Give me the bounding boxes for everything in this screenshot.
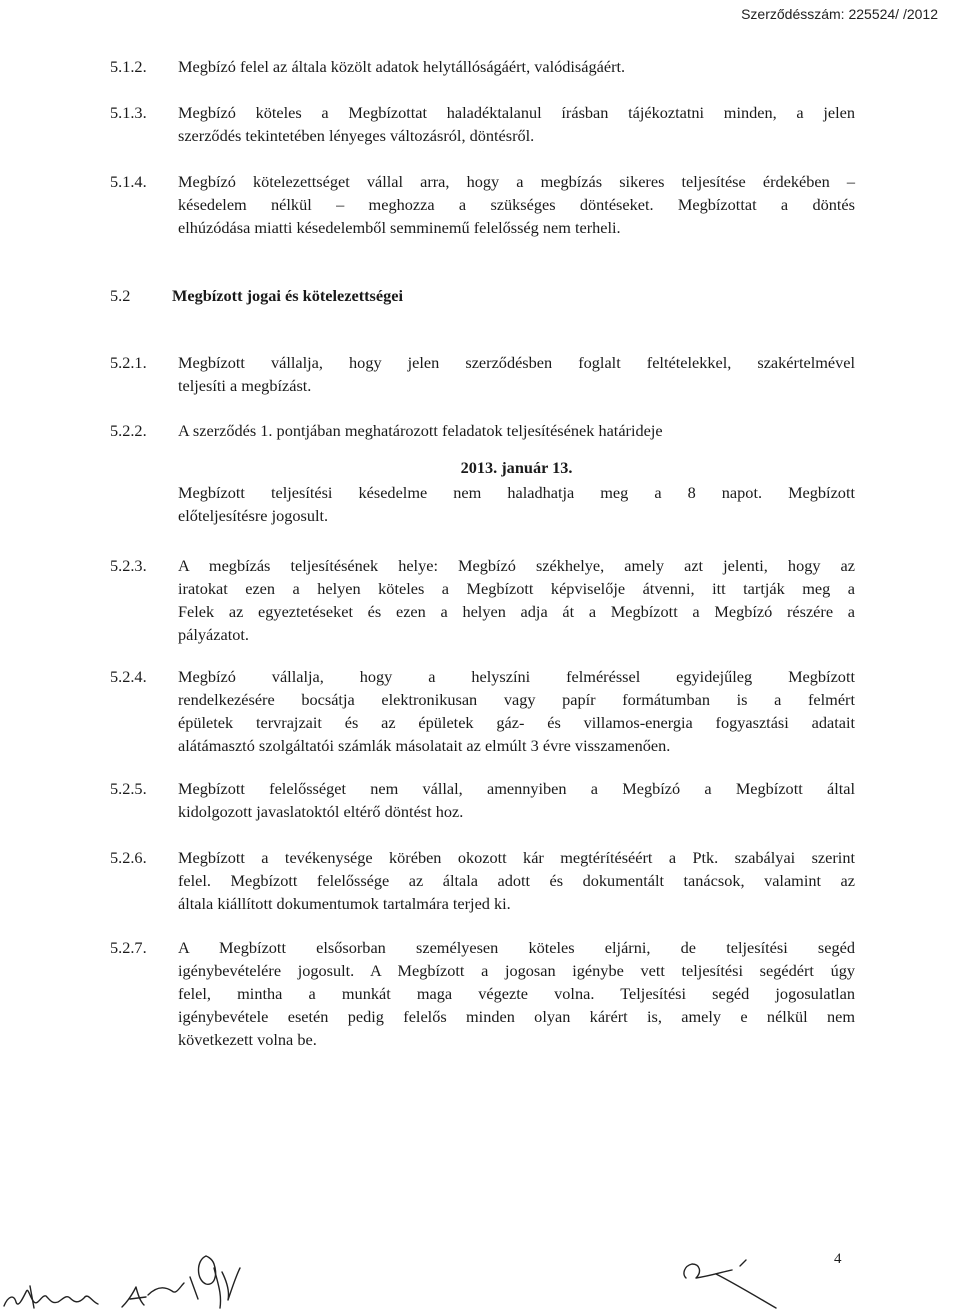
clause-text: épületek tervrajzait és az épületek gáz- és villamos-energia fogyasztási adatait — [178, 713, 855, 732]
clause-5-2-7 — [110, 936, 855, 1051]
page-number: 4 — [834, 1251, 842, 1267]
clause-text: általa kiállított dokumentumok tartalmára terjed ki. — [178, 894, 511, 913]
signature-initials-2 — [118, 1273, 202, 1311]
clause-text: felel. Megbízott felelőssége az általa adott és dokumentált tanácsok, valamint az — [178, 871, 855, 890]
clause-text: kidolgozott javaslatoktól eltérő döntést hoz. — [178, 802, 464, 821]
clause-5-2-2 — [110, 419, 855, 527]
clause-text: előteljesítésre jogosult. — [178, 506, 329, 525]
clause-number: 5.2.3. — [110, 556, 147, 575]
clause-text: Megbízott felelősséget nem vállal, amennyiben a Megbízó a Megbízott által — [178, 779, 855, 798]
signature-initials-4 — [676, 1248, 796, 1311]
clause-text: A szerződés 1. pontjában meghatározott feladatok teljesítésének határideje — [178, 421, 663, 440]
clause-5-2-1 — [110, 351, 855, 397]
clause-text: A megbízás teljesítésének helye: Megbízó székhelye, amely azt jelenti, hogy az — [178, 556, 855, 575]
clause-text: Megbízott teljesítési késedelme nem haladhatja meg a 8 napot. Megbízott — [178, 483, 855, 502]
clause-text: teljesíti a megbízást. — [178, 376, 312, 395]
clause-5-2-4 — [110, 665, 855, 757]
clause-text: alátámasztó szolgáltatói számlák másolatait az elmúlt 3 évre visszamenően. — [178, 736, 671, 755]
clause-5-1-2 — [110, 55, 855, 78]
deadline-date: 2013. január 13. — [460, 458, 573, 477]
clause-text: igénybevétele esetén pedig felelős minden olyan kárért is, amely e nélkül nem — [178, 1007, 855, 1026]
clause-text: Megbízó kötelezettséget vállal arra, hogy a megbízás sikeres teljesítése érdekében – — [178, 172, 855, 191]
signature-initials-1 — [0, 1272, 110, 1311]
clause-text: iratokat ezen a helyen köteles a Megbízott képviselője átvenni, itt tartják meg a — [178, 579, 855, 598]
contract-number: Szerződésszám: 225524/ /2012 — [741, 6, 938, 22]
clause-number: 5.1.2. — [110, 57, 147, 76]
clause-5-2-3 — [110, 554, 855, 646]
clause-text: következett volna be. — [178, 1030, 317, 1049]
clause-text: A Megbízott elsősorban személyesen köteles eljárni, de teljesítési segéd — [178, 938, 855, 957]
clause-text: Megbízó köteles a Megbízottat haladéktalanul írásban tájékoztatni minden, a jelen — [178, 103, 855, 122]
clause-text: Megbízó felel az általa közölt adatok helytállóságáért, valódiságáért. — [178, 57, 626, 76]
section-title: Megbízott jogai és kötelezettségei — [172, 286, 404, 305]
clause-text: Megbízott a tevékenysége körében okozott kár megtérítéséért a Ptk. szabályai szerint — [178, 848, 855, 867]
section-5-2-heading — [110, 284, 855, 307]
clause-5-1-4 — [110, 170, 855, 239]
clause-number: 5.2.4. — [110, 667, 147, 686]
clause-5-1-3 — [110, 101, 855, 147]
clause-text: igénybevételére jogosult. A Megbízott a jogosan igénybe vett teljesítési segédért úgy — [178, 961, 855, 980]
clause-text: felel, mintha a munkát maga végezte volna. Teljesítési segéd jogosulatlan — [178, 984, 855, 1003]
clause-number: 5.2.5. — [110, 779, 147, 798]
clause-text: pályázatot. — [178, 625, 249, 644]
clause-number: 5.2.6. — [110, 848, 147, 867]
section-number: 5.2 — [110, 286, 131, 305]
clause-text: Felek az egyeztetéseket és ezen a helyen adja át a Megbízott a Megbízó részére a — [178, 602, 855, 621]
clause-text: szerződés tekintetében lényeges változásról, döntésről. — [178, 126, 535, 145]
clause-number: 5.2.2. — [110, 421, 147, 440]
clause-number: 5.1.3. — [110, 103, 147, 122]
clause-text: Megbízó vállalja, hogy a helyszíni felméréssel egyidejűleg Megbízott — [178, 667, 855, 686]
clause-5-2-6 — [110, 846, 855, 915]
clause-number: 5.1.4. — [110, 172, 147, 191]
clause-text: késedelem nélkül – meghozza a szükséges döntéseket. Megbízottat a döntés — [178, 195, 855, 214]
clause-text: elhúzódása miatti késedelemből semminemű felelősség nem terheli. — [178, 218, 621, 237]
clause-number: 5.2.1. — [110, 353, 147, 372]
clause-number: 5.2.7. — [110, 938, 147, 957]
signature-initials-3 — [192, 1250, 248, 1311]
clause-text: rendelkezésére bocsátja elektronikusan vagy papír formátumban is a felmért — [178, 690, 855, 709]
clause-text: Megbízott vállalja, hogy jelen szerződésben foglalt feltételekkel, szakértelmével — [178, 353, 855, 372]
clause-5-2-5 — [110, 777, 855, 823]
